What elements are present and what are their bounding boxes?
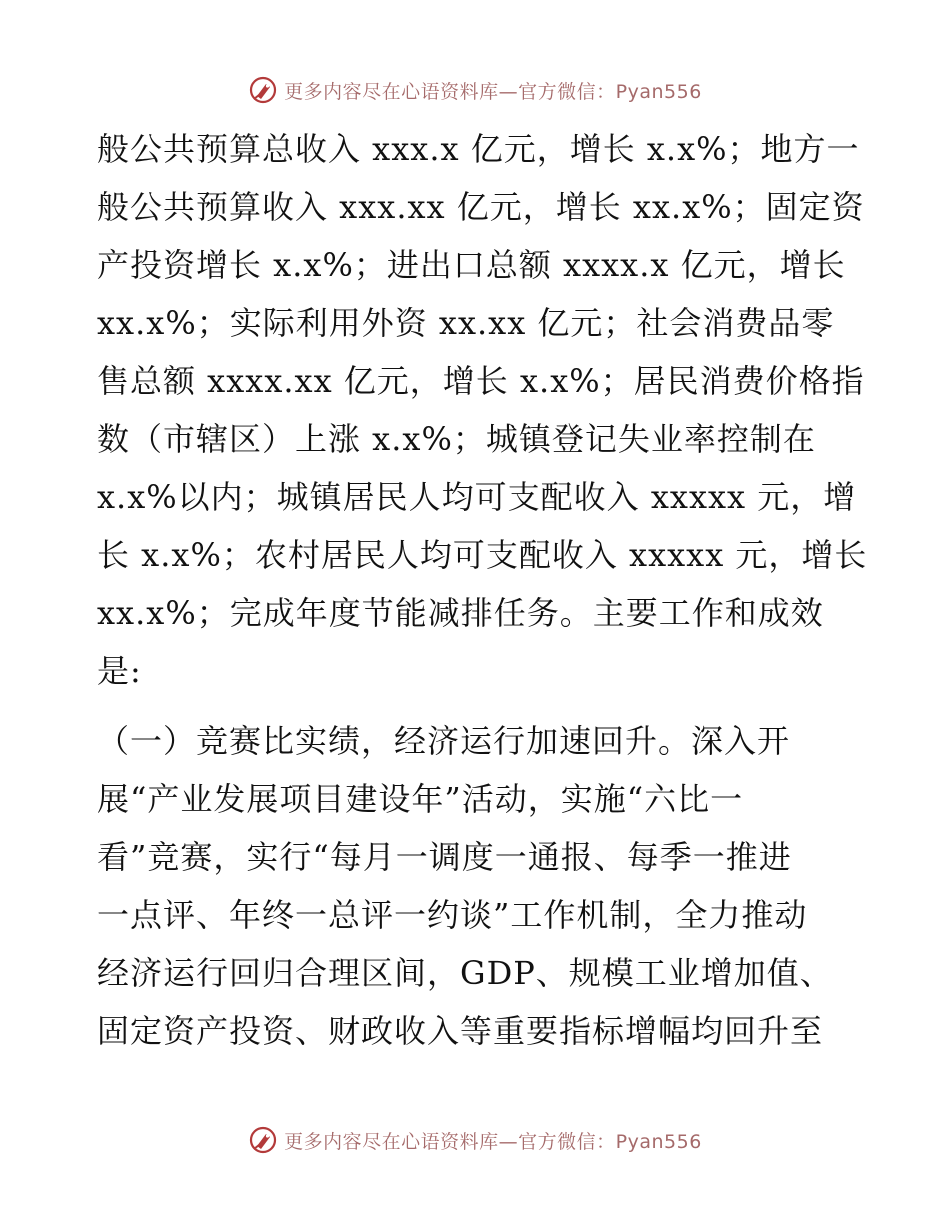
footer-banner-content	[248, 1125, 702, 1155]
text-line: 看”竞赛，实行“每月一调度一通报、每季一推进	[97, 838, 792, 876]
text-line: xx.x%；完成年度节能减排任务。主要工作和成效	[97, 594, 824, 632]
header-banner-content	[248, 75, 702, 105]
pen-nib-icon	[248, 75, 278, 105]
text-line: 般公共预算收入 xxx.xx 亿元，增长 xx.x%；固定资	[97, 188, 865, 226]
header-banner	[0, 70, 950, 110]
paragraph-1	[97, 120, 868, 700]
text-line: 售总额 xxxx.xx 亿元，增长 x.x%；居民消费价格指	[97, 362, 865, 400]
paragraph-spacer	[97, 700, 857, 712]
text-line: x.x%以内；城镇居民人均可支配收入 xxxxx 元，增	[97, 478, 857, 516]
text-line: 产投资增长 x.x%；进出口总额 xxxx.x 亿元，增长	[97, 246, 846, 284]
text-line: 长 x.x%；农村居民人均可支配收入 xxxxx 元，增长	[97, 536, 868, 574]
footer-banner-text: 更多内容尽在心语资料库—官方微信：Pyan556	[284, 1130, 702, 1153]
text-line: 数（市辖区）上涨 x.x%；城镇登记失业率控制在	[97, 420, 816, 458]
text-line: 一点评、年终一总评一约谈”工作机制，全力推动	[97, 896, 808, 934]
text-line: 是:	[97, 652, 142, 690]
text-line: 经济运行回归合理区间，GDP、规模工业增加值、	[97, 954, 833, 992]
text-line: 般公共预算总收入 xxx.x 亿元，增长 x.x%；地方一	[97, 130, 860, 168]
text-line: xx.x%；实际利用外资 xx.xx 亿元；社会消费品零	[97, 304, 835, 342]
pen-nib-icon	[248, 1125, 278, 1155]
text-line: 固定资产投资、财政收入等重要指标增幅均回升至	[97, 1012, 824, 1050]
document-body	[97, 120, 868, 1060]
text-line: （一）竞赛比实绩，经济运行加速回升。深入开	[97, 722, 791, 760]
paragraph-2	[97, 712, 857, 1060]
text-line: 展“产业发展项目建设年”活动，实施“六比一	[97, 780, 744, 818]
footer-banner	[0, 1120, 950, 1160]
header-banner-text: 更多内容尽在心语资料库—官方微信：Pyan556	[284, 80, 702, 103]
